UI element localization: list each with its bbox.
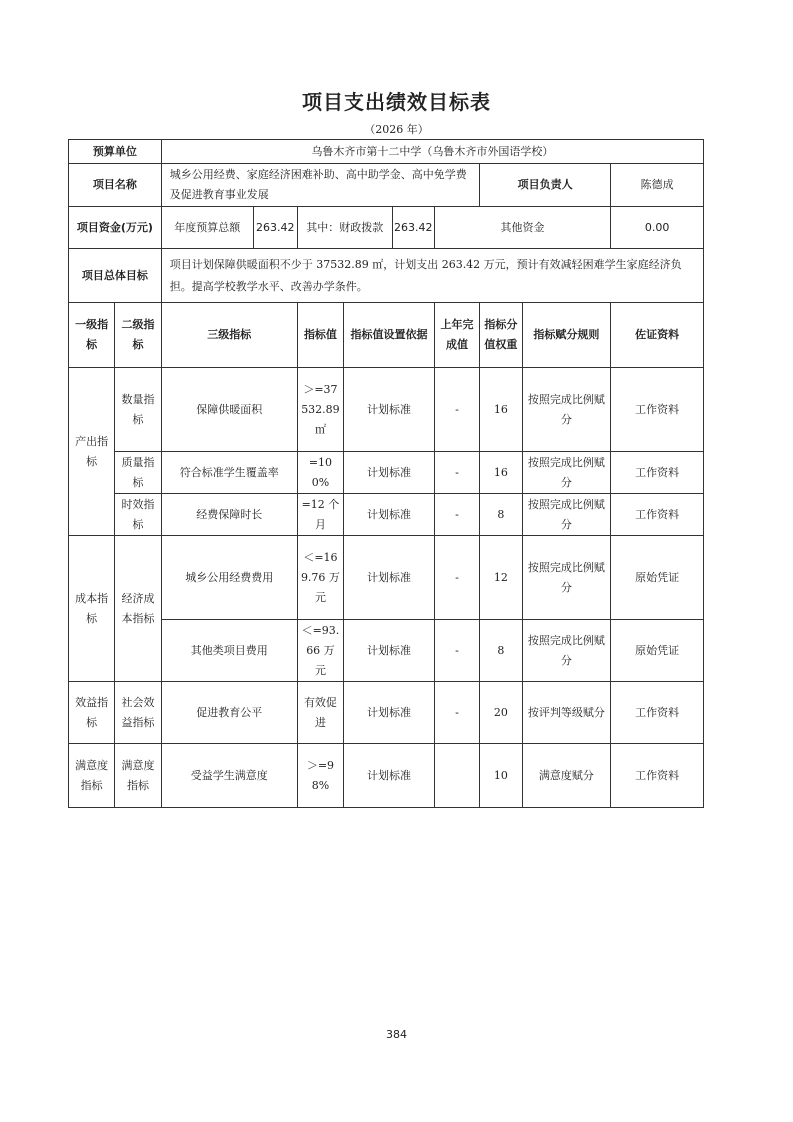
row-last-year: - <box>434 494 479 536</box>
row-rule: 按照完成比例赋分 <box>522 494 611 536</box>
header-basis: 指标值设置依据 <box>344 303 435 368</box>
row-basis: 计划标准 <box>344 494 435 536</box>
row-name: 城乡公用经费费用 <box>161 536 297 620</box>
row-weight: 8 <box>480 494 522 536</box>
budget-unit-label: 预算单位 <box>69 140 162 164</box>
row-rule: 按评判等级赋分 <box>522 682 611 744</box>
header-level1: 一级指标 <box>69 303 115 368</box>
row-value: ＜=93.66 万元 <box>297 620 343 682</box>
subgroup-social-benefit-label: 社会效益指标 <box>115 682 161 744</box>
row-last-year: - <box>434 682 479 744</box>
row-evidence: 工作资料 <box>611 368 704 452</box>
header-rule: 指标赋分规则 <box>522 303 611 368</box>
funds-annual-label: 年度预算总额 <box>162 207 254 248</box>
row-value: ＜=169.76 万元 <box>297 536 343 620</box>
header-level3: 三级指标 <box>161 303 297 368</box>
row-rule: 按照完成比例赋分 <box>522 536 611 620</box>
table-row <box>69 682 704 744</box>
row-weight: 12 <box>480 536 522 620</box>
row-rule: 按照完成比例赋分 <box>522 368 611 452</box>
row-last-year: - <box>434 368 479 452</box>
row-basis: 计划标准 <box>344 536 435 620</box>
row-basis: 计划标准 <box>344 368 435 452</box>
row-name: 其他类项目费用 <box>161 620 297 682</box>
project-name-value: 城乡公用经费、家庭经济困难补助、高中助学金、高中免学费及促进教育事业发展 <box>161 164 479 207</box>
project-owner-value: 陈德成 <box>611 164 704 207</box>
funds-other-value: 0.00 <box>611 207 704 249</box>
row-basis: 计划标准 <box>344 620 435 682</box>
header-value: 指标值 <box>297 303 343 368</box>
row-weight: 8 <box>480 620 522 682</box>
group-cost-label: 成本指标 <box>69 536 115 682</box>
page-title: 项目支出绩效目标表 <box>302 90 491 114</box>
subgroup-timeliness-label: 时效指标 <box>115 494 161 536</box>
row-value: 有效促进 <box>297 682 343 744</box>
indicator-header-row <box>69 303 704 368</box>
header-weight: 指标分值权重 <box>480 303 522 368</box>
row-rule: 按照完成比例赋分 <box>522 620 611 682</box>
subgroup-quantity-label: 数量指标 <box>115 368 161 452</box>
row-value: =100% <box>297 452 343 494</box>
row-evidence: 工作资料 <box>611 452 704 494</box>
table-row <box>69 368 704 452</box>
row-last-year <box>434 744 479 808</box>
header-last-year: 上年完成值 <box>434 303 479 368</box>
row-basis: 计划标准 <box>344 682 435 744</box>
project-owner-label: 项目负责人 <box>480 164 611 207</box>
header-evidence: 佐证资料 <box>611 303 704 368</box>
row-basis: 计划标准 <box>344 452 435 494</box>
row-value: ＞=98% <box>297 744 343 808</box>
row-weight: 20 <box>480 682 522 744</box>
group-satisfaction-label: 满意度指标 <box>69 744 115 808</box>
row-last-year: - <box>434 620 479 682</box>
table-row <box>69 620 704 682</box>
year-label: （2026 年） <box>364 123 429 136</box>
funds-other-label: 其他资金 <box>434 207 610 249</box>
goal-text: 项目计划保障供暖面积不少于 37532.89 ㎡，计划支出 263.42 万元，预计有效减轻困难学生家庭经济负担。提高学校教学水平、改善办学条件。 <box>161 249 703 303</box>
row-last-year: - <box>434 536 479 620</box>
project-name-row <box>69 164 704 207</box>
subgroup-economic-cost-label: 经济成本指标 <box>115 536 161 682</box>
row-name: 经费保障时长 <box>161 494 297 536</box>
funds-annual-split <box>161 207 297 249</box>
row-name: 促进教育公平 <box>161 682 297 744</box>
goal-label: 项目总体目标 <box>69 249 162 303</box>
funds-annual-value: 263.42 <box>255 220 295 234</box>
row-evidence: 工作资料 <box>611 494 704 536</box>
group-output-label: 产出指标 <box>69 368 115 536</box>
table-row <box>69 452 704 494</box>
funds-fiscal-split <box>297 207 434 249</box>
row-last-year: - <box>434 452 479 494</box>
row-basis: 计划标准 <box>344 744 435 808</box>
row-value: ＞=37532.89 ㎡ <box>297 368 343 452</box>
performance-table <box>68 139 704 808</box>
funds-row <box>69 207 704 249</box>
row-evidence: 原始凭证 <box>611 536 704 620</box>
row-rule: 按照完成比例赋分 <box>522 452 611 494</box>
table-row <box>69 536 704 620</box>
row-rule: 满意度赋分 <box>522 744 611 808</box>
row-evidence: 工作资料 <box>611 682 704 744</box>
table-row <box>69 744 704 808</box>
row-value: =12 个月 <box>297 494 343 536</box>
funds-fiscal-label: 其中：财政拨款 <box>298 207 393 248</box>
row-weight: 10 <box>480 744 522 808</box>
goal-row <box>69 249 704 303</box>
row-name: 受益学生满意度 <box>161 744 297 808</box>
row-evidence: 原始凭证 <box>611 620 704 682</box>
row-name: 保障供暖面积 <box>161 368 297 452</box>
group-benefit-label: 效益指标 <box>69 682 115 744</box>
budget-unit-value: 乌鲁木齐市第十二中学（乌鲁木齐市外国语学校） <box>161 140 703 164</box>
page-number: 384 <box>386 1028 407 1041</box>
row-weight: 16 <box>480 452 522 494</box>
budget-unit-row <box>69 140 704 164</box>
subgroup-quality-label: 质量指标 <box>115 452 161 494</box>
table-row <box>69 494 704 536</box>
funds-label: 项目资金(万元) <box>69 207 162 249</box>
row-weight: 16 <box>480 368 522 452</box>
subgroup-satisfaction-label: 满意度指标 <box>115 744 161 808</box>
funds-fiscal-value: 263.42 <box>394 220 433 234</box>
row-evidence: 工作资料 <box>611 744 704 808</box>
header-level2: 二级指标 <box>115 303 161 368</box>
row-name: 符合标准学生覆盖率 <box>161 452 297 494</box>
project-name-label: 项目名称 <box>69 164 162 207</box>
